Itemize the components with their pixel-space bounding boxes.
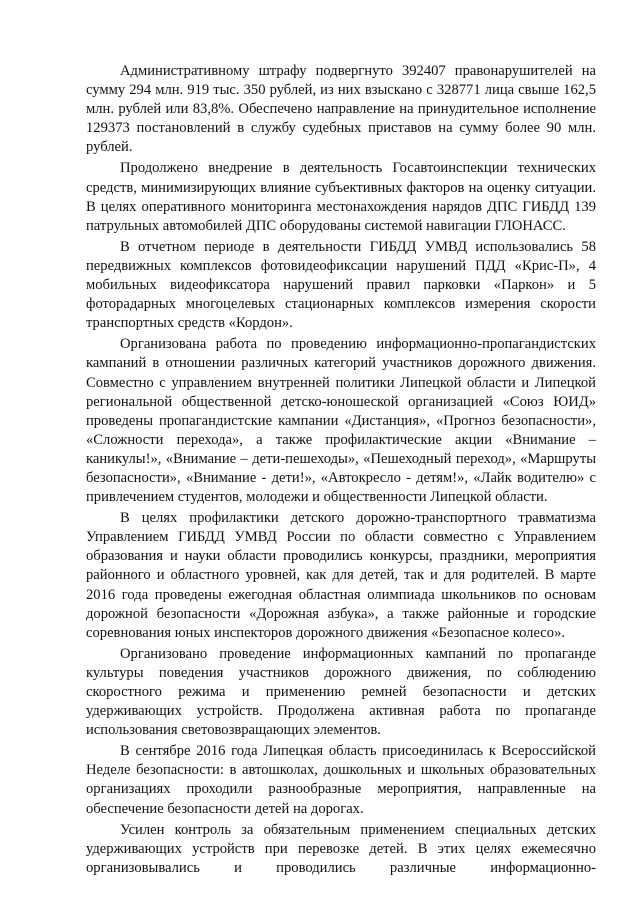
paragraph-fines: Административному штрафу подвергнуто 392407 правонарушителей на сумму 294 млн. 919 тыс. 350 рублей, из них взыскано с 328771 лица свыше 162,5 млн. рублей или 83,8%. Обеспечено направление на принудительное исполнение 129373 постановлений в службу судебных приставов на сумму более 90 млн. рублей. [86, 63, 596, 156]
paragraph-child-restraints: Усилен контроль за обязательным применением специальных детских удерживающих устройств при перевозке детей. В этих целях ежемесячно организовывались и проводились различные информационно- [86, 821, 596, 876]
paragraph-photo-fixation: В отчетном периоде в деятельности ГИБДД УМВД использовались 58 передвижных комплексов фотовидеофиксации нарушений ПДД «Крис-П», 4 мобильных видеофиксатора нарушений правил парковки «Паркон» и 5 фоторадарных многоцелевых стационарных комплексов измерения скорости транспортных средств «Кордон». [86, 238, 596, 332]
document-body [86, 62, 596, 880]
paragraph-child-safety: В целях профилактики детского дорожно-транспортного травматизма Управлением ГИБДД УМВД России по области совместно с Управлением образования и науки области проводились конкурсы, праздники, мероприятия районного и областного уровней, как для детей, так и для родителей. В марте 2016 года проведены ежегодная областная олимпиада школьников по основам дорожной безопасности «Дорожная азбука», а также районные и городские соревнования юных инспекторов дорожного движения «Безопасное колесо». [86, 510, 596, 641]
paragraph-technical-means: Продолжено внедрение в деятельность Госавтоинспекции технических средств, минимизирующих влияние субъективных факторов на оценку ситуации. В целях оперативного мониторинга местонахождения нарядов ДПС ГИБДД 139 патрульных автомобилей ДПС оборудованы системой навигации ГЛОНАСС. [86, 160, 596, 234]
paragraph-campaigns: Организована работа по проведению информационно-пропагандистских кампаний в отношении различных категорий участников дорожного движения. Совместно с управлением внутренней политики Липецкой области и Липецкой региональной общественной детско-юношеской организацией «Союз ЮИД» проведены пропагандистские кампании «Дистанция», «Прогноз безопасности», «Сложности перехода», а также профилактические акции «Внимание – каникулы!», «Внимание – дети-пешеходы», «Пешеходный переход», «Маршруты безопасности», «Внимание - дети!», «Автокресло - детям!», «Лайк водителю» с привлечением студентов, молодежи и общественности Липецкой области. [86, 336, 596, 506]
paragraph-information-campaigns: Организовано проведение информационных кампаний по пропаганде культуры поведения участников дорожного движения, по соблюдению скоростного режима и применению ремней безопасности и детских удерживающих устройств. Продолжена активная работа по пропаганде использования световозвращающих элементов. [86, 645, 596, 739]
paragraph-safety-week: В сентябре 2016 года Липецкая область присоединилась к Всероссийской Неделе безопасности: в автошколах, дошкольных и школьных образовательных организациях проходили разнообразные мероприятия, направленные на обеспечение безопасности детей на дорогах. [86, 743, 596, 817]
